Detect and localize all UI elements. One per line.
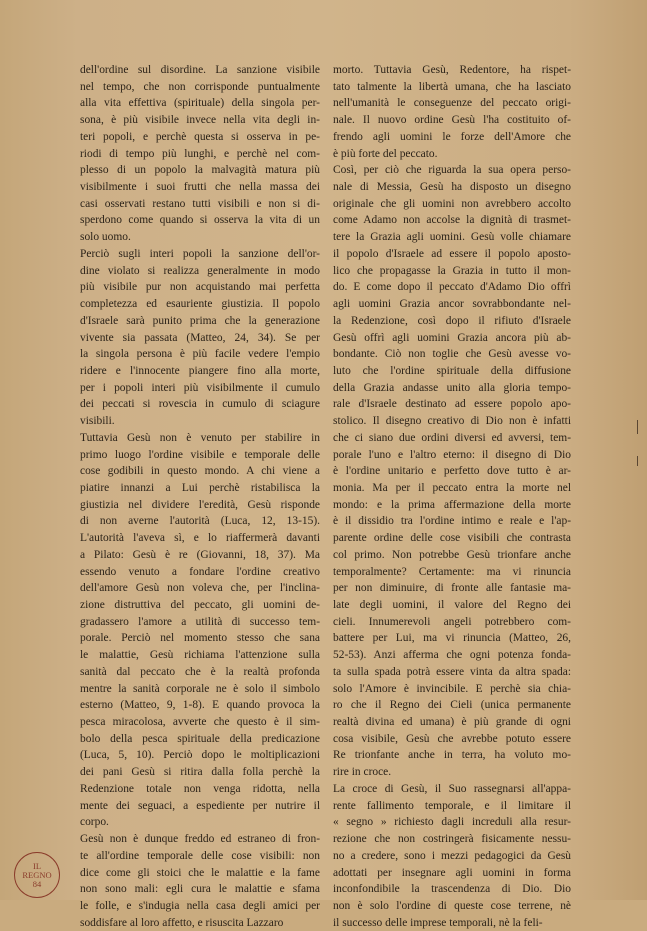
text-line: per i popoli interi più visibilmente il cumulo (80, 381, 320, 394)
text-line: sona, è più visibile invece nella vita degli in- (80, 114, 320, 127)
text-line: temporalmente? Certamente: ma vi rinuncia (333, 565, 571, 578)
text-line: ridere e l'innocente piangere fino alla morte, (80, 364, 320, 377)
text-line: più visibile pur non acquistando mai perfetta (80, 281, 320, 294)
text-line: te all'ordine temporale delle cose visibili: non (80, 849, 320, 862)
page-number: 84 (32, 878, 42, 889)
text-line: adottati per insegnare agli uomini in forma (333, 866, 571, 879)
text-line: rente fallimento temporale, e il limitare il (333, 799, 571, 812)
text-line: dell'ordine sul disordine. La sanzione visibile (80, 64, 320, 76)
seal-line-1: IL (32, 860, 42, 871)
text-line: dell'amore Gesù non voleva che, per l'inclina- (80, 582, 320, 595)
right-column (333, 62, 571, 931)
text-line: nale di Messia, Gesù ha disposto un disegno (333, 181, 571, 194)
text-line: nale. Il nuovo ordine Gesù l'ha costituito of- (333, 114, 571, 127)
text-line: non è solo l'ordine di queste cose terrene, nè (333, 899, 571, 912)
text-line: gradassero l'amore a utilità di successo tem- (80, 615, 320, 628)
text-line: pesca miracolosa, avverte che questo è il sim- (80, 716, 320, 729)
magazine-seal (14, 852, 60, 898)
margin-mark (637, 456, 638, 466)
text-line: Tuttavia Gesù non è venuto per stabilire in (80, 431, 320, 444)
text-line: solo l'Amore è invincibile. E perchè sia chia- (333, 682, 571, 695)
text-line: mente dei seguaci, a espediente per nutrire il (80, 799, 320, 812)
text-line: a Pilato: Gesù è re (Giovanni, 18, 37). Ma (80, 548, 320, 561)
text-line: (Luca, 5, 10). Perciò dopo le moltiplicazioni (80, 749, 320, 762)
text-line: cieli. Innumerevoli angeli potrebbero com- (333, 615, 571, 628)
text-line: zione distruttiva del peccato, gli uomini de- (80, 599, 320, 611)
text-line: dine violato si realizza generalmente in modo (80, 264, 320, 277)
text-line: rire in croce. (333, 766, 392, 779)
text-line: che ci siano due ordini diversi ed avversi, tem- (333, 431, 571, 444)
text-line: essendo venuto a fondare l'ordine creativo (80, 565, 320, 578)
text-line: lico che propagasse la Grazia in tutto il mon- (333, 264, 571, 277)
left-column (80, 62, 320, 931)
text-line: solo uomo. (80, 231, 131, 244)
text-line: dei pani Gesù si ritira dalla folla perchè la (80, 766, 320, 779)
text-line: frendo agli uomini le forze dell'Amore che (333, 130, 571, 143)
text-line: come Adamo non accolse la dignità di trasmet- (333, 214, 571, 227)
text-line: completezza ed esauriente giustizia. Il popolo (80, 298, 320, 311)
text-line: stolico. Il disegno creativo di Dio non è infatti (333, 415, 571, 428)
text-line: Re trionfante anche in terra, ha voluto mo- (333, 749, 571, 762)
text-line: della Grazia andasse unito alla gloria tempo- (333, 381, 571, 394)
text-line: casi osservati restano tutti visibili e non si di- (80, 197, 320, 210)
text-line: Redenzione totale non venga ridotta, nella (80, 782, 320, 795)
text-line: rale d'Israele destinato ad essere popolo apo- (333, 398, 571, 411)
text-line: do. E come dopo il peccato d'Adamo Dio offrì (333, 281, 571, 294)
text-line: mondo: e la prima affermazione della morte (333, 498, 571, 511)
text-line: luto che l'ordine spirituale della diffusione (333, 364, 571, 377)
text-line: 52-53). Anzi afferma che ogni potenza fonda- (333, 649, 571, 662)
text-line: teri popoli, e perchè questa si osserva in pe- (80, 130, 320, 143)
text-line: bondante. Ciò non toglie che Gesù avesse vo- (333, 348, 571, 361)
text-line: mentre la sanità corporale ne è solo il simbolo (80, 682, 320, 695)
text-line: ta sulla spada potrà essere vinta da altra spada: (333, 665, 571, 678)
text-line: Gesù non è dunque freddo ed estraneo di fron- (80, 833, 320, 846)
text-line: di non averne l'autorità (Luca, 12, 13-15). (80, 515, 320, 528)
text-line: L'autorità l'aveva sì, e lo riaffermerà davanti (80, 532, 320, 545)
text-line: porale l'uno e l'altro eterno: il disegno di Dio (333, 448, 571, 461)
text-line: plesso di un popolo la malvagità matura più (80, 164, 320, 177)
text-line: per non diminuire, di fronte alle fantasie ma- (333, 582, 571, 595)
text-line: agli uomini Grazia ancor sovrabbondante nel- (333, 298, 571, 311)
text-line: visibili. (80, 415, 115, 428)
text-line: giustizia nel dividere l'eredità, Gesù risponde (80, 498, 320, 511)
text-line: « segno » richiesto dagli increduli alla resur- (333, 816, 571, 829)
text-line: le folle, e s'indugia nella casa degli amici per (80, 899, 320, 912)
text-line: alla vita effettiva (spirituale) della singola per- (80, 97, 320, 110)
text-line: battere per Lui, ma vi rinuncia (Matteo, 26, (333, 632, 571, 645)
text-line: morto. Tuttavia Gesù, Redentore, ha rispet- (333, 64, 571, 76)
text-line: le malattie, Gesù richiama l'attenzione sulla (80, 649, 320, 662)
text-line: originale che gli uomini non avrebbero accolto (333, 197, 571, 210)
text-line: nell'umanità le conseguenze del peccato origi- (333, 97, 571, 110)
text-line: parente ordine delle cose visibili che contrasta (333, 532, 571, 545)
text-line: la Redenzione, così dopo il rifiuto d'Israele (333, 314, 571, 327)
text-line: primo luogo l'ordine visibile e temporale delle (80, 448, 320, 461)
text-line: rezione che non costringerà fisicamente nessu- (333, 833, 571, 846)
text-line: no a credere, sono i mezzi pedagogici da Gesù (333, 849, 571, 862)
text-line: cosa visibile, Gesù che avrebbe potuto essere (333, 732, 571, 745)
text-line: d'Israele sarà punito prima che la generazione (80, 314, 320, 327)
text-line: esterno (Matteo, 9, 1-8). E quando provoca la (80, 699, 320, 712)
text-line: bolo della pesca spirituale della predicazione (80, 732, 320, 745)
text-line: dice come gli stoici che le malattie e la fame (80, 866, 320, 879)
text-line: monia. Ma per il peccato entra la morte nel (333, 481, 571, 494)
text-line: sanità dal peccato che è la realtà profonda (80, 665, 320, 678)
text-line: è l'ordine unitario e perfetto dove tutto è ar- (333, 465, 571, 478)
text-line: corpo. (80, 816, 109, 829)
text-line: Gesù offrì agli uomini Grazia ancora più ab- (333, 331, 571, 344)
text-line: Perciò sugli interi popoli la sanzione dell'or- (80, 247, 320, 260)
text-line: il successo delle imprese temporali, nè la feli- (333, 916, 543, 929)
text-line: ro che il Regno dei Cieli (unica permanente (333, 699, 571, 712)
text-line: soddisfare al loro affetto, e risuscita Lazzaro (80, 916, 284, 929)
text-line: è più forte del peccato. (333, 147, 438, 160)
seal-line-2: REGNO (22, 869, 52, 880)
text-line: Così, per ciò che riguarda la sua opera perso- (333, 164, 571, 177)
text-line: late degli uomini, il valore del Regno dei (333, 599, 571, 611)
text-line: visibilmente i suoi frutti che nella massa dei (80, 181, 320, 194)
text-line: tere la Grazia agli uomini. Gesù volle chiamare (333, 231, 571, 244)
text-line: nel tempo, che non corrisponde puntualmente (80, 80, 320, 93)
text-line: sperdono come quando si osserva la vita di un (80, 214, 320, 227)
text-line: non sono mali: egli cura le malattie e sfama (80, 883, 320, 896)
text-line: il popolo d'Israele ad essere il popolo aposto- (333, 247, 571, 260)
text-line: dei peccati si rovescia in cumulo di sciagure (80, 398, 320, 411)
text-line: cose godibili in questo mondo. A chi viene a (80, 465, 320, 478)
text-line: vivente sia passata (Matteo, 24, 34). Se per (80, 331, 320, 344)
text-line: tato talmente la libertà umana, che ha lasciato (333, 80, 571, 93)
margin-mark (637, 420, 638, 434)
text-line: inconfondibile la trascendenza di Dio. Dio (333, 883, 571, 896)
text-line: La croce di Gesù, il Suo rassegnarsi all'appa- (333, 782, 571, 795)
text-line: piatire innanzi a Lui perchè ristabilisca la (80, 481, 320, 494)
text-line: riodi di tempo più lunghi, e perchè nel com- (80, 147, 320, 160)
text-line: la singola persona è più facile vedere l'empio (80, 348, 320, 361)
text-line: realtà divina ed umana) è più grande di ogni (333, 716, 571, 729)
text-line: porale. Perciò nel momento stesso che sana (80, 632, 320, 645)
text-line: col primo. Non potrebbe Gesù trionfare anche (333, 548, 571, 561)
text-line: è il dissidio tra l'ordine intimo e reale e l'ap- (333, 515, 571, 528)
